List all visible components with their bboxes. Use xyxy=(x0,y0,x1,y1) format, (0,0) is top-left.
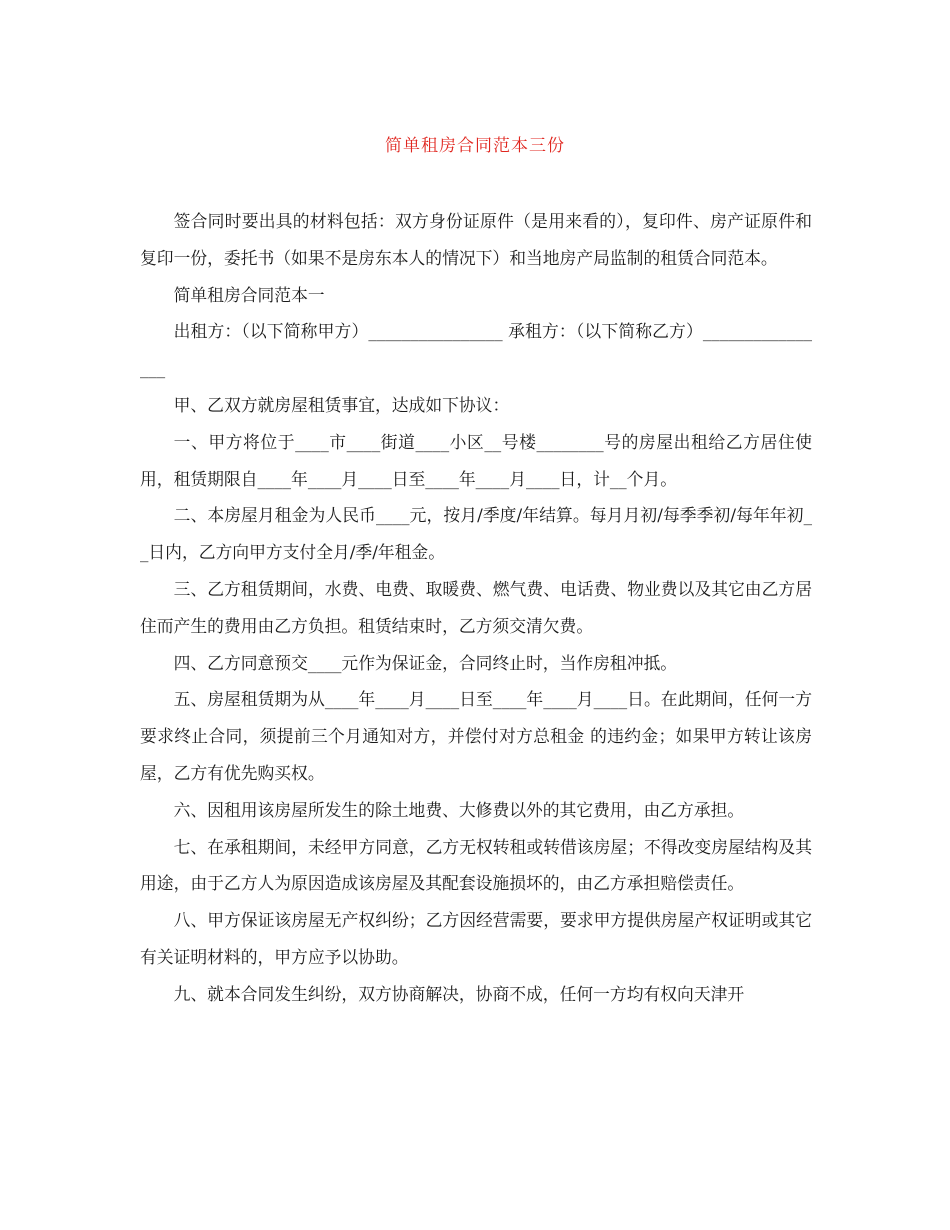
paragraph-section-heading: 简单租房合同范本一 xyxy=(173,284,325,305)
document-body xyxy=(140,203,812,1013)
paragraph-clause-9: 九、就本合同发生纠纷，双方协商解决，协商不成，任何一方均有权向天津开 xyxy=(173,983,745,1004)
document-title: 简单租房合同范本三份 xyxy=(385,136,565,156)
paragraph-clause-2: 二、本房屋月租金为人民币____元，按月/季度/年结算。每月月初/每季季初/每年年初__日内，乙方向甲方支付全月/季/年租金。 xyxy=(140,505,812,563)
paragraph-clause-4: 四、乙方同意预交____元作为保证金，合同终止时，当作房租冲抵。 xyxy=(173,652,678,673)
paragraph-materials: 签合同时要出具的材料包括：双方身份证原件（是用来看的），复印件、房产证原件和复印一份，委托书（如果不是房东本人的情况下）和当地房产局监制的租赁合同范本。 xyxy=(140,211,812,268)
paragraph-clause-1: 一、甲方将位于____市____街道____小区__号楼________号的房屋出租给乙方居住使用，租赁期限自____年____月____日至____年____月____日，计__个月。 xyxy=(140,431,812,489)
paragraph-clause-7: 七、在承租期间，未经甲方同意，乙方无权转租或转借该房屋；不得改变房屋结构及其用途，由于乙方人为原因造成该房屋及其配套设施损坏的，由乙方承担赔偿责任。 xyxy=(140,836,812,894)
paragraph-clause-6: 六、因租用该房屋所发生的除土地费、大修费以外的其它费用，由乙方承担。 xyxy=(173,799,745,820)
paragraph-clause-3: 三、乙方租赁期间，水费、电费、取暖费、燃气费、电话费、物业费以及其它由乙方居住而产生的费用由乙方负担。租赁结束时，乙方须交清欠费。 xyxy=(140,578,812,636)
paragraph-clause-5: 五、房屋租赁期为从____年____月____日至____年____月____日。在此期间，任何一方要求终止合同，须提前三个月通知对方，并偿付对方总租金 的违约金；如果甲方转让该房屋，乙方有优先购买权。 xyxy=(140,689,812,783)
paragraph-parties: 出租方：（以下简称甲方）________________ 承租方：（以下简称乙方）________________ xyxy=(140,321,812,379)
paragraph-agreement-intro: 甲、乙双方就房屋租赁事宜，达成如下协议： xyxy=(173,394,510,415)
paragraph-clause-8: 八、甲方保证该房屋无产权纠纷；乙方因经营需要，要求甲方提供房屋产权证明或其它有关证明材料的，甲方应予以协助。 xyxy=(140,910,812,967)
